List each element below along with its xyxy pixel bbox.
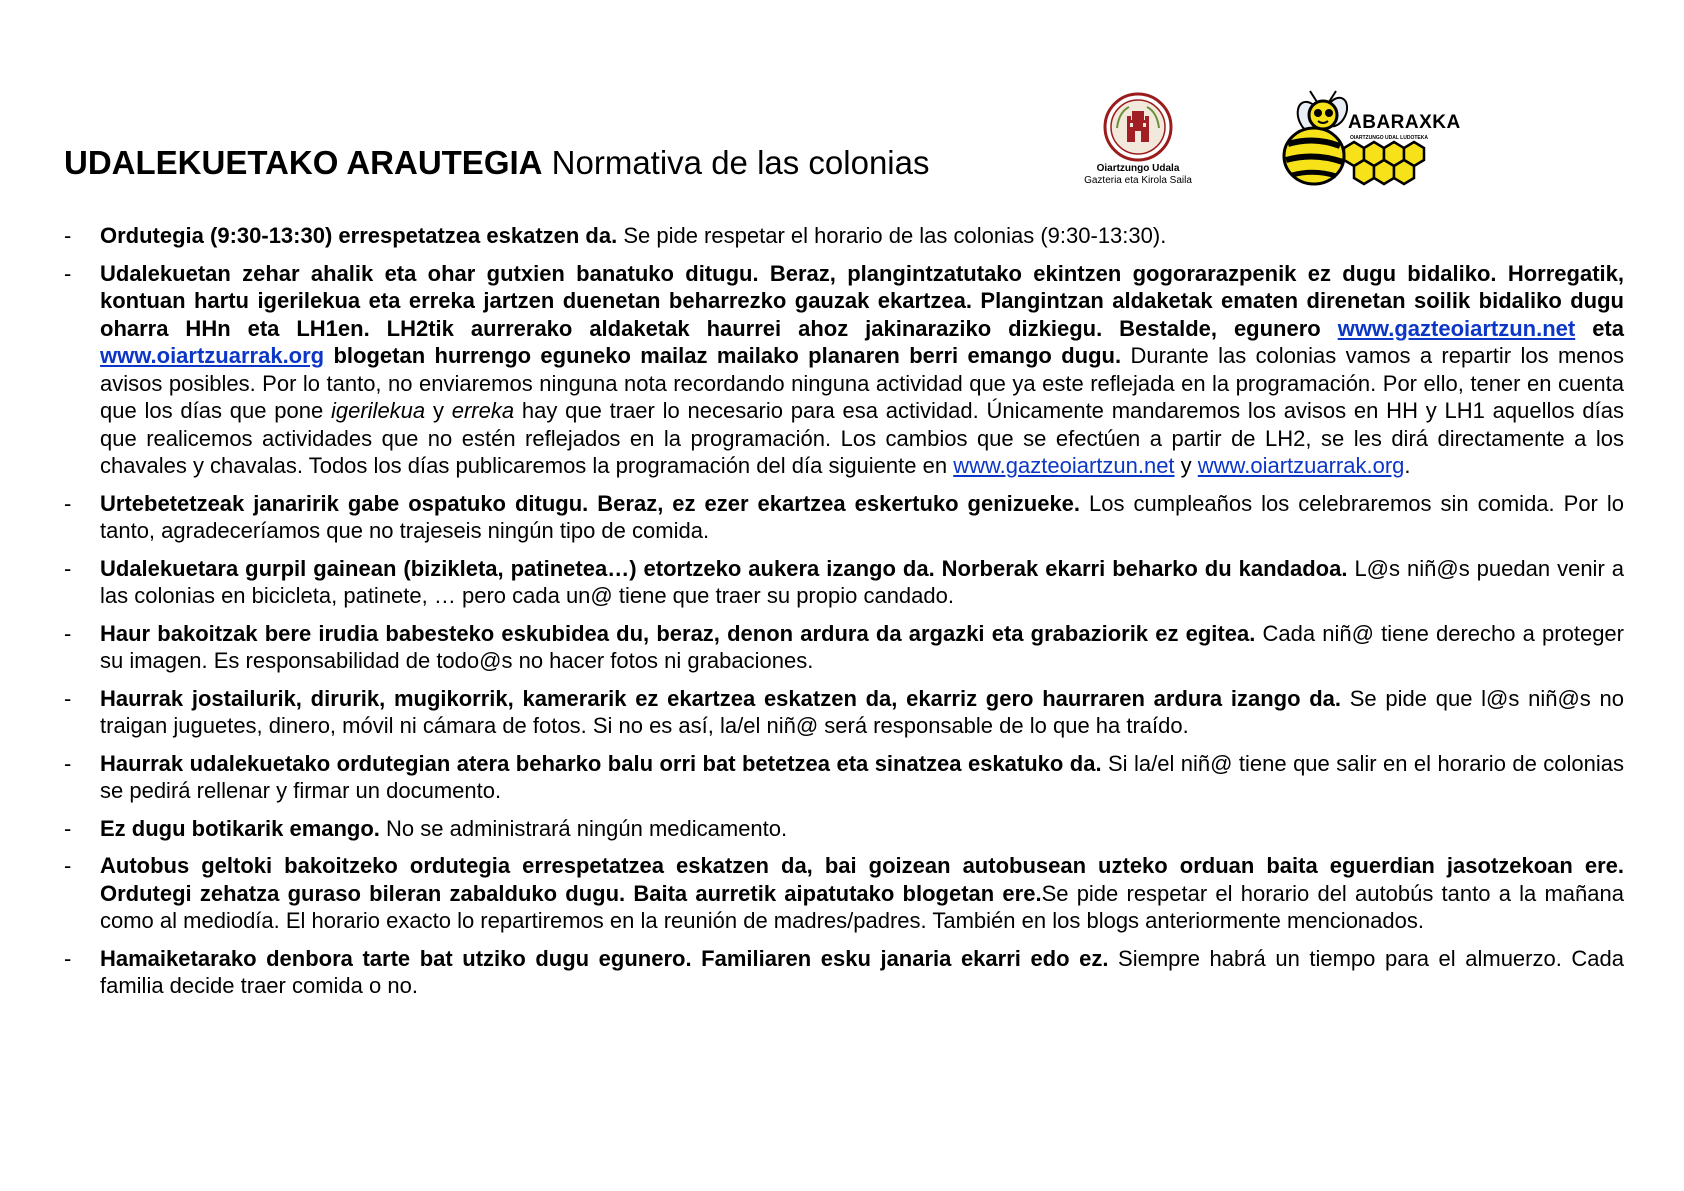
abaraxka-logo: [1276, 90, 1461, 190]
rule-basque-text: Udalekuetan zehar ahalik eta ohar gutxien banatuko ditugu. Beraz, plangintzatutako ekintzen gogorarazpenik ez dugu bidaliko. Horregatik, kontuan hartu igerilekua eta erreka jartzen duenetan beharrezko gauzak ekartzea. Plangintzan aldaketak ematen direnetan soilik bidaliko dugu oharra HHn eta LH1en. LH2tik aurrerako aldaketak haurrei ahoz jakinaraziko dizkiegu. Bestalde, egunero: [100, 260, 1624, 341]
list-dash: -: [64, 945, 72, 971]
abaraxka-name: ABARAXKA: [1348, 112, 1461, 133]
rule-item: [64, 815, 1624, 843]
rule-spanish-text: Siempre habrá un tiempo para el almuerzo. Cada familia decide traer comida o no.: [100, 945, 1624, 998]
rule-basque-text: Urtebetetzeak janaririk gabe ospatuko ditugu. Beraz, ez ezer ekartzea eskertuko genizueke.: [100, 490, 1081, 516]
list-dash: -: [64, 750, 72, 776]
rule-spanish-text: L@s niñ@s puedan venir a las colonias en bicicleta, patinete, … pero cada un@ tiene que traer su propio candado.: [100, 555, 1624, 608]
rule-item: [64, 852, 1624, 935]
rule-spanish-text: No se administrará ningún medicamento.: [379, 815, 788, 841]
rule-item: [64, 490, 1624, 545]
oiartzuarrak-link[interactable]: www.oiartzuarrak.org: [100, 343, 325, 368]
list-dash: -: [64, 620, 72, 646]
oiartzuarrak-link[interactable]: www.oiartzuarrak.org: [1197, 453, 1405, 478]
rule-spanish-text: Durante las colonias vamos a repartir los menos avisos posibles. Por lo tanto, no enviaremos ninguna nota recordando ninguna actividad que ya este reflejada en la programación. Por ello, tener en cuenta que los días que pone: [100, 343, 1624, 423]
gazteoiartzun-link[interactable]: www.gazteoiartzun.net: [1337, 315, 1576, 341]
rule-spanish-text: Se pide que l@s niñ@s no traigan juguetes, dinero, móvil ni cámara de fotos. Si no es así, la/el niñ@ será responsable de lo que ha traído.: [100, 685, 1624, 738]
title-spanish: Normativa de las colonias: [551, 144, 930, 181]
gazteoiartzun-link[interactable]: www.gazteoiartzun.net: [953, 453, 1175, 478]
rule-item: [64, 222, 1624, 250]
rule-spanish-text: hay que traer lo necesario para esa actividad. Únicamente mandaremos los avisos en HH y LH1 aquellos días que realicemos actividades que no estén reflejados en la programación. Los cambios que se efectúen a partir de LH2, se les dirá directamente a los chavales y chavalas. Todos los días publicaremos la programación del día siguiente en: [100, 398, 1624, 478]
rule-basque-text: Ez dugu botikarik emango.: [100, 815, 380, 841]
rule-spanish-text: Si la/el niñ@ tiene que salir en el horario de colonias se pedirá rellenar y firmar un documento.: [100, 750, 1624, 803]
rule-basque-text: Haurrak udalekuetako ordutegian atera beharko balu orri bat betetzea eta sinatzea eskatuko da.: [100, 750, 1102, 776]
list-dash: -: [64, 490, 72, 516]
oiartzun-logo: [1078, 92, 1198, 192]
list-dash: -: [64, 260, 72, 286]
rule-item: [64, 620, 1624, 675]
rule-item: [64, 750, 1624, 805]
rules-list: [64, 222, 1624, 1010]
rule-basque-text: Autobus geltoki bakoitzeko ordutegia errespetatzea eskatzen da, bai goizean autobusean uzteko orduan baita eguerdian jasotzekoan ere. Ordutegi zehatza guraso bileran zabalduko dugu. Baita aurretik aipatutako blogetan ere.: [100, 853, 1624, 906]
rule-item: [64, 945, 1624, 1000]
rule-basque-text: eta: [1575, 315, 1624, 341]
rule-item: [64, 685, 1624, 740]
rule-spanish-text: Cada niñ@ tiene derecho a proteger su imagen. Es responsabilidad de todo@s no hacer fotos ni grabaciones.: [100, 620, 1624, 673]
municipal-seal-icon: [1103, 92, 1173, 162]
rule-basque-text: Ordutegia (9:30-13:30) errespetatzea eskatzen da.: [100, 223, 618, 248]
page-title: [64, 146, 930, 179]
rule-basque-text: Hamaiketarako denbora tarte bat utziko dugu egunero. Familiaren esku janaria ekarri edo ez.: [100, 945, 1109, 971]
list-dash: -: [64, 223, 72, 248]
rule-basque-text: Haurrak jostailurik, dirurik, mugikorrik, kamerarik ez ekartzea eskatzen da, ekarriz gero haurraren ardura izango da.: [100, 685, 1342, 711]
rule-spanish-text: y: [425, 398, 452, 423]
rule-italic-term: igerilekua: [330, 398, 426, 423]
rule-basque-text: Haur bakoitzak bere irudia babesteko eskubidea du, beraz, denon ardura da argazki eta grabaziorik ez egitea.: [100, 620, 1256, 646]
list-dash: -: [64, 685, 72, 711]
rule-spanish-text: Se pide respetar el horario de las colonias (9:30-13:30).: [617, 223, 1167, 248]
rule-basque-text: blogetan hurrengo eguneko mailaz mailako planaren berri emango dugu.: [324, 343, 1122, 368]
list-dash: -: [64, 815, 72, 841]
rule-basque-text: Udalekuetara gurpil gainean (bizikleta, patinetea…) etortzeko aukera izango da. Norberak ekarri beharko du kandadoa.: [100, 555, 1348, 581]
title-basque: UDALEKUETAKO ARAUTEGIA: [64, 144, 543, 181]
list-dash: -: [64, 853, 72, 878]
rule-item: [64, 260, 1624, 480]
abaraxka-subtitle: OIARTZUNGO UDAL LUDOTEKA: [1350, 135, 1428, 141]
rule-spanish-text: y: [1174, 453, 1198, 478]
rule-item: [64, 555, 1624, 610]
oiartzun-logo-line2: Gazteria eta Kirola Saila: [1084, 175, 1192, 186]
list-dash: -: [64, 555, 72, 581]
oiartzun-logo-line1: Oiartzungo Udala: [1096, 163, 1180, 174]
rule-spanish-text: .: [1404, 453, 1411, 478]
rule-spanish-text: Se pide respetar el horario del autobús tanto a la mañana como al mediodía. El horario exacto lo repartiremos en la reunión de madres/padres. También en los blogs anteriormente mencionados.: [100, 880, 1624, 933]
rule-italic-term: erreka: [451, 398, 515, 423]
rule-spanish-text: Los cumpleaños los celebraremos sin comida. Por lo tanto, agradeceríamos que no trajeseis ningún tipo de comida.: [100, 490, 1624, 543]
